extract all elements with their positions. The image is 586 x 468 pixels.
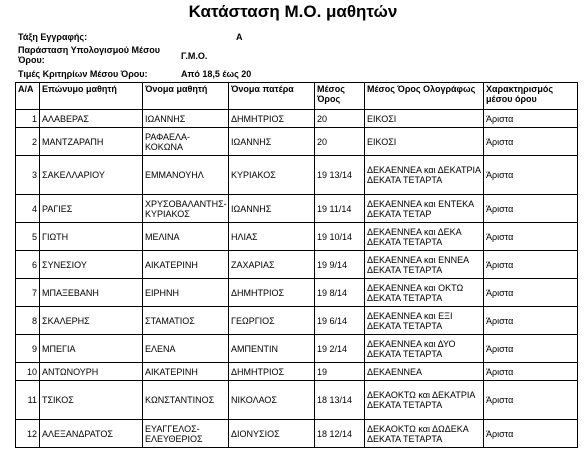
- row-surname: ΣΚΑΛΕΡΗΣ: [40, 307, 143, 335]
- row-surname: ΡΑΓΙΕΣ: [40, 195, 143, 223]
- class-value: Α: [236, 32, 243, 42]
- row-average: 18 12/14: [315, 420, 365, 448]
- row-average-words: ΔΕΚΑΕΝΝΕΑ και ΕΞΙ ΔΕΚΑΤΑ ΤΕΤΑΡΤΑ: [365, 307, 484, 335]
- row-no: 2: [16, 128, 40, 156]
- row-father: ΑΜΠΕΝΤΙΝ: [229, 335, 315, 363]
- table-row: [16, 195, 578, 223]
- row-name: ΕΜΜΑΝΟΥΗΛ: [143, 156, 229, 195]
- row-name: ΕΙΡΗΝΗ: [143, 279, 229, 307]
- students-table: [15, 82, 578, 448]
- row-average: 19 9/14: [315, 251, 365, 279]
- row-average-words: ΔΕΚΑΟΚΤΩ και ΔΩΔΕΚΑ ΔΕΚΑΤΑ ΤΕΤΑΡΤΑ: [365, 420, 484, 448]
- row-no: 9: [16, 335, 40, 363]
- row-grade: Άριστα: [484, 128, 578, 156]
- table-row: [16, 110, 578, 128]
- row-father: ΔΗΜΗΤΡΙΟΣ: [229, 279, 315, 307]
- row-average: 19 13/14: [315, 156, 365, 195]
- table-header-row: [16, 83, 578, 110]
- row-grade: Άριστα: [484, 156, 578, 195]
- row-average-words: ΕΙΚΟΣΙ: [365, 128, 484, 156]
- row-name: ΙΩΑΝΝΗΣ: [143, 110, 229, 128]
- header-no: Α/Α: [16, 83, 40, 110]
- row-grade: Άριστα: [484, 110, 578, 128]
- header-surname: Επώνυμο μαθητή: [40, 83, 143, 110]
- table-row: [16, 307, 578, 335]
- table-row: [16, 363, 578, 381]
- row-grade: Άριστα: [484, 251, 578, 279]
- row-average-words: ΔΕΚΑΕΝΝΕΑ και ΔΥΟ ΔΕΚΑΤΑ ΤΕΤΑΡΤΑ: [365, 335, 484, 363]
- row-surname: ΑΛΕΞΑΝΔΡΑΤΟΣ: [40, 420, 143, 448]
- row-grade: Άριστα: [484, 307, 578, 335]
- header-grade: Χαρακτηρισμός μέσου όρου: [484, 83, 578, 110]
- row-grade: Άριστα: [484, 363, 578, 381]
- row-no: 5: [16, 223, 40, 251]
- row-average: 20: [315, 128, 365, 156]
- table-row: [16, 279, 578, 307]
- row-average: 19 2/14: [315, 335, 365, 363]
- row-grade: Άριστα: [484, 279, 578, 307]
- row-no: 7: [16, 279, 40, 307]
- row-no: 10: [16, 363, 40, 381]
- row-grade: Άριστα: [484, 195, 578, 223]
- row-surname: ΜΑΝΤΖΑΡΑΠΗ: [40, 128, 143, 156]
- row-no: 12: [16, 420, 40, 448]
- row-average-words: ΔΕΚΑΕΝΝΕΑ και ΔΕΚΑ ΔΕΚΑΤΑ ΤΕΤΑΡΤΑ: [365, 223, 484, 251]
- table-row: [16, 381, 578, 420]
- header-father: Όνομα πατέρα: [229, 83, 315, 110]
- table-row: [16, 223, 578, 251]
- row-average: 19: [315, 363, 365, 381]
- row-name: ΑΙΚΑΤΕΡΙΝΗ: [143, 363, 229, 381]
- class-label: Τάξη Εγγραφής:: [18, 32, 88, 42]
- table-row: [16, 156, 578, 195]
- row-average: 18 13/14: [315, 381, 365, 420]
- row-average-words: ΔΕΚΑΕΝΝΕΑ και ΕΝΤΕΚΑ ΔΕΚΑΤΑ ΤΕΤΑΡ: [365, 195, 484, 223]
- row-surname: ΜΠΕΓΙΑ: [40, 335, 143, 363]
- row-no: 4: [16, 195, 40, 223]
- row-surname: ΑΛΑΒΕΡΑΣ: [40, 110, 143, 128]
- row-average-words: ΕΙΚΟΣΙ: [365, 110, 484, 128]
- row-average: 20: [315, 110, 365, 128]
- row-father: ΔΗΜΗΤΡΙΟΣ: [229, 110, 315, 128]
- row-name: ΡΑΦΑΕΛΑ-ΚΟΚΩΝΑ: [143, 128, 229, 156]
- row-average-words: ΔΕΚΑΕΝΝΕΑ και ΕΝΝΕΑ ΔΕΚΑΤΑ ΤΕΤΑΡΤΑ: [365, 251, 484, 279]
- row-no: 11: [16, 381, 40, 420]
- row-grade: Άριστα: [484, 223, 578, 251]
- row-name: ΕΥΑΓΓΕΛΟΣ-ΕΛΕΥΘΕΡΙΟΣ: [143, 420, 229, 448]
- header-average-words: Μέσος Όρος Ολογράφως: [365, 83, 484, 110]
- row-no: 8: [16, 307, 40, 335]
- row-surname: ΣΥΝΕΣΙΟΥ: [40, 251, 143, 279]
- criteria-range-label: Τιμές Κριτηρίων Μέσου Όρου:: [18, 69, 148, 79]
- row-name: ΚΩΝΣΤΑΝΤΙΝΟΣ: [143, 381, 229, 420]
- row-surname: ΓΙΩΤΗ: [40, 223, 143, 251]
- row-father: ΔΗΜΗΤΡΙΟΣ: [229, 363, 315, 381]
- row-no: 3: [16, 156, 40, 195]
- row-average-words: ΔΕΚΑΕΝΝΕΑ: [365, 363, 484, 381]
- row-name: ΑΙΚΑΤΕΡΙΝΗ: [143, 251, 229, 279]
- table-row: [16, 128, 578, 156]
- row-grade: Άριστα: [484, 381, 578, 420]
- table-row: [16, 335, 578, 363]
- row-grade: Άριστα: [484, 420, 578, 448]
- table-row: [16, 251, 578, 279]
- average-method-label: Παράσταση Υπολογισμού Μέσου Όρου:: [18, 45, 160, 65]
- table-row: [16, 420, 578, 448]
- row-father: ΖΑΧΑΡΙΑΣ: [229, 251, 315, 279]
- row-name: ΜΕΛΙΝΑ: [143, 223, 229, 251]
- header-name: Όνομα μαθητή: [143, 83, 229, 110]
- page-title: Κατάσταση Μ.Ο. μαθητών: [188, 2, 398, 21]
- row-average: 19 8/14: [315, 279, 365, 307]
- row-father: ΓΕΩΡΓΙΟΣ: [229, 307, 315, 335]
- average-method-value: Γ.Μ.Ο.: [181, 51, 208, 61]
- row-name: ΣΤΑΜΑΤΙΟΣ: [143, 307, 229, 335]
- row-surname: ΜΠΑΞΕΒΑΝΗ: [40, 279, 143, 307]
- row-father: ΚΥΡΙΑΚΟΣ: [229, 156, 315, 195]
- row-surname: ΑΝΤΩΝΟΥΡΗ: [40, 363, 143, 381]
- row-father: ΔΙΟΝΥΣΙΟΣ: [229, 420, 315, 448]
- row-father: ΗΛΙΑΣ: [229, 223, 315, 251]
- row-no: 1: [16, 110, 40, 128]
- row-average-words: ΔΕΚΑΕΝΝΕΑ και ΟΚΤΩ ΔΕΚΑΤΑ ΤΕΤΑΡΤΑ: [365, 279, 484, 307]
- criteria-range-value: Από 18,5 έως 20: [181, 69, 252, 79]
- row-average: 19 6/14: [315, 307, 365, 335]
- row-name: ΕΛΕΝΑ: [143, 335, 229, 363]
- row-average: 19 10/14: [315, 223, 365, 251]
- row-father: ΙΩΑΝΝΗΣ: [229, 195, 315, 223]
- row-average-words: ΔΕΚΑΟΚΤΩ και ΔΕΚΑΤΡΙΑ ΔΕΚΑΤΑ ΤΕΤΑΡΤΑ: [365, 381, 484, 420]
- row-average: 19 11/14: [315, 195, 365, 223]
- row-average-words: ΔΕΚΑΕΝΝΕΑ και ΔΕΚΑΤΡΙΑ ΔΕΚΑΤΑ ΤΕΤΑΡΤΑ: [365, 156, 484, 195]
- row-grade: Άριστα: [484, 335, 578, 363]
- row-surname: ΣΑΚΕΛΛΑΡΙΟΥ: [40, 156, 143, 195]
- header-average: Μέσος Όρος: [315, 83, 365, 110]
- row-no: 6: [16, 251, 40, 279]
- row-father: ΝΙΚΟΛΑΟΣ: [229, 381, 315, 420]
- row-father: ΙΩΑΝΝΗΣ: [229, 128, 315, 156]
- row-name: ΧΡΥΣΟΒΑΛΑΝΤΗΣ-ΚΥΡΙΑΚΟΣ: [143, 195, 229, 223]
- row-surname: ΤΣΙΚΟΣ: [40, 381, 143, 420]
